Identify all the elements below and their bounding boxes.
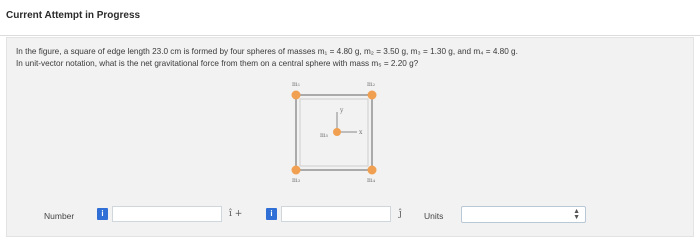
j-component-input[interactable] [281,206,391,222]
question-line-2: In unit-vector notation, what is the net gravitational force from them on a central sphere with mass m₅ = 2.20 g? [16,58,419,68]
label-m5: m₅ [320,132,329,139]
label-m2: m₂ [367,81,376,88]
label-x-axis: x [359,129,363,136]
i-component-input[interactable] [112,206,222,222]
label-y-axis: y [340,107,344,114]
label-m4: m₄ [367,177,376,184]
sphere-m4 [368,166,377,175]
info-icon-i-component[interactable]: i [97,208,108,220]
number-label: Number [44,211,75,221]
sphere-m5 [333,128,341,136]
units-label: Units [424,211,444,221]
page-title: Current Attempt in Progress [6,10,141,21]
label-m3: m₃ [292,177,301,184]
label-m1: m₁ [292,81,301,88]
chevron-updown-icon: ▲ ▼ [573,208,580,221]
sphere-m1 [292,91,301,100]
j-unit-vector: ĵ [399,209,402,219]
i-unit-vector: î + [229,209,243,219]
sphere-m2 [368,91,377,100]
sphere-m3 [292,166,301,175]
units-select[interactable] [461,206,586,223]
question-line-1: In the figure, a square of edge length 23.0 cm is formed by four spheres of masses m₁ = 4.80 g, m₂ = 3.50 g, m₃ = 1.30 g, and m₄ = 4.80 g. [16,47,518,56]
info-icon-j-component[interactable]: i [266,208,277,220]
